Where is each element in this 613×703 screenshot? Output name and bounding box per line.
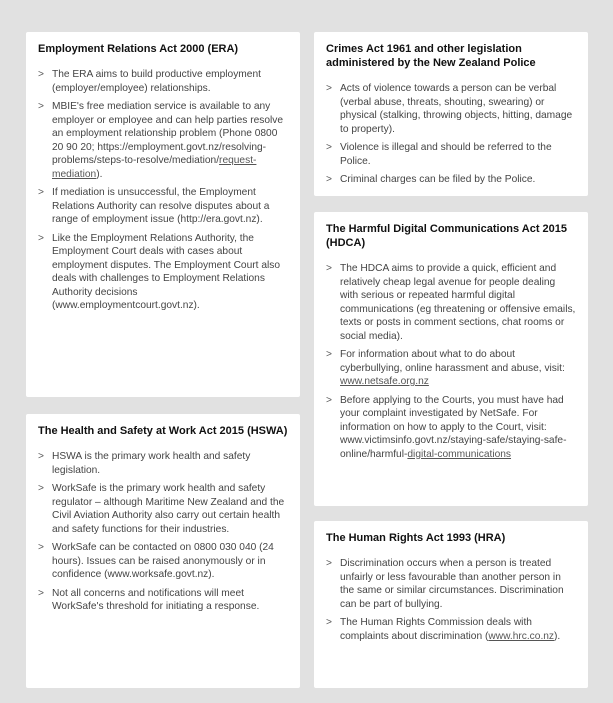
hra-bullet-2-text: The Human Rights Commission deals with complaints about discrimination (: [340, 617, 532, 642]
hswa-bullet-4: > Not all concerns and notifications will meet WorkSafe's threshold for initiating a response.: [38, 587, 288, 614]
hswa-title: The Health and Safety at Work Act 2015 (HSWA): [38, 425, 288, 437]
hdca-list: [326, 262, 576, 461]
hdca-bullet-2: [326, 348, 576, 389]
hswa-card: [26, 414, 300, 688]
era-card: [26, 32, 300, 397]
hdca-title: The Harmful Digital Communications Act 2015 (HDCA): [326, 223, 568, 249]
hdca-bullet-2-text: For information about what to do about cyberbullying, online harassment and abuse, visit:: [340, 349, 565, 374]
netsafe-link[interactable]: www.netsafe.org.nz: [340, 376, 429, 387]
hra-card: [314, 521, 588, 688]
hra-bullet-2: [326, 616, 576, 643]
hdca-card: [314, 212, 588, 506]
era-bullet-4: > Like the Employment Relations Authority, the Employment Court deals with cases about employment disputes. The Employment Court also deals with challenges to Employment Relations Authority decisions (www.employmentcourt.govt.nz).: [38, 232, 288, 313]
era-bullet-2: [38, 100, 288, 181]
hswa-bullet-2: > WorkSafe is the primary work health and safety regulator – although Maritime New Zealand and the Civil Aviation Authority also carry out certain health and safety functions for their industries.: [38, 482, 288, 536]
crimes-bullet-1: > Acts of violence towards a person can be verbal (verbal abuse, threats, shouting, swearing) or physical (stalking, throwing objects, hitting, damage to property).: [326, 82, 576, 136]
crimes-bullet-3: > Criminal charges can be filed by the Police.: [326, 173, 576, 187]
era-bullet-2-end: ).: [96, 168, 103, 180]
era-bullet-1: > The ERA aims to build productive employment (employer/employee) relationships.: [38, 68, 288, 95]
crimes-card: [314, 32, 588, 196]
era-bullet-2-text: MBIE's free mediation service is available to any employer or employee and can help parties resolve an employment relationship problem (Phone 0800 20 90 20; https://employment.govt.nz/resolving-problems/steps-to-resolve/mediation/: [52, 101, 284, 166]
hra-bullet-2-end: ).: [554, 630, 561, 642]
era-bullet-3: > If mediation is unsuccessful, the Employment Relations Authority can resolve disputes about a range of employment issue (http://era.govt.nz).: [38, 186, 288, 227]
hrc-link[interactable]: www.hrc.co.nz: [488, 630, 555, 642]
hswa-list: [38, 450, 288, 614]
hdca-bullet-1: > The HDCA aims to provide a quick, efficient and relatively cheap legal avenue for people dealing with serious or repeated harmful digital communications (eg threatening or offensive emails, texts or posts in comment sections, chat rooms or social media).: [326, 262, 576, 343]
crimes-list: [326, 82, 576, 187]
hdca-bullet-3: [326, 394, 576, 462]
era-list: [38, 68, 288, 313]
hra-title: The Human Rights Act 1993 (HRA): [326, 532, 506, 544]
hra-bullet-1: > Discrimination occurs when a person is treated unfairly or less favourable than another person in the same or similar circumstances. Discrimination can be part of bullying.: [326, 557, 576, 611]
hswa-bullet-1: > HSWA is the primary work health and safety legislation.: [38, 450, 288, 477]
hra-list: [326, 557, 576, 643]
hswa-bullet-3: > WorkSafe can be contacted on 0800 030 040 (24 hours). Issues can be raised anonymously or in confidence (www.worksafe.govt.nz).: [38, 541, 288, 582]
crimes-title: Crimes Act 1961 and other legislation administered by the New Zealand Police: [326, 43, 536, 69]
era-title: Employment Relations Act 2000 (ERA): [38, 43, 239, 55]
hdca-bullet-3-text: Before applying to the Courts, you must have had your complaint investigated by NetSafe. For information on how to apply to the Court, visit: www.victimsinfo.govt.nz/staying-safe/staying-safe-online/harmful-: [340, 394, 567, 460]
crimes-bullet-2: > Violence is illegal and should be referred to the Police.: [326, 141, 576, 168]
victimsinfo-link[interactable]: digital-communications: [407, 448, 512, 460]
mediation-link[interactable]: request-mediation: [52, 155, 257, 180]
